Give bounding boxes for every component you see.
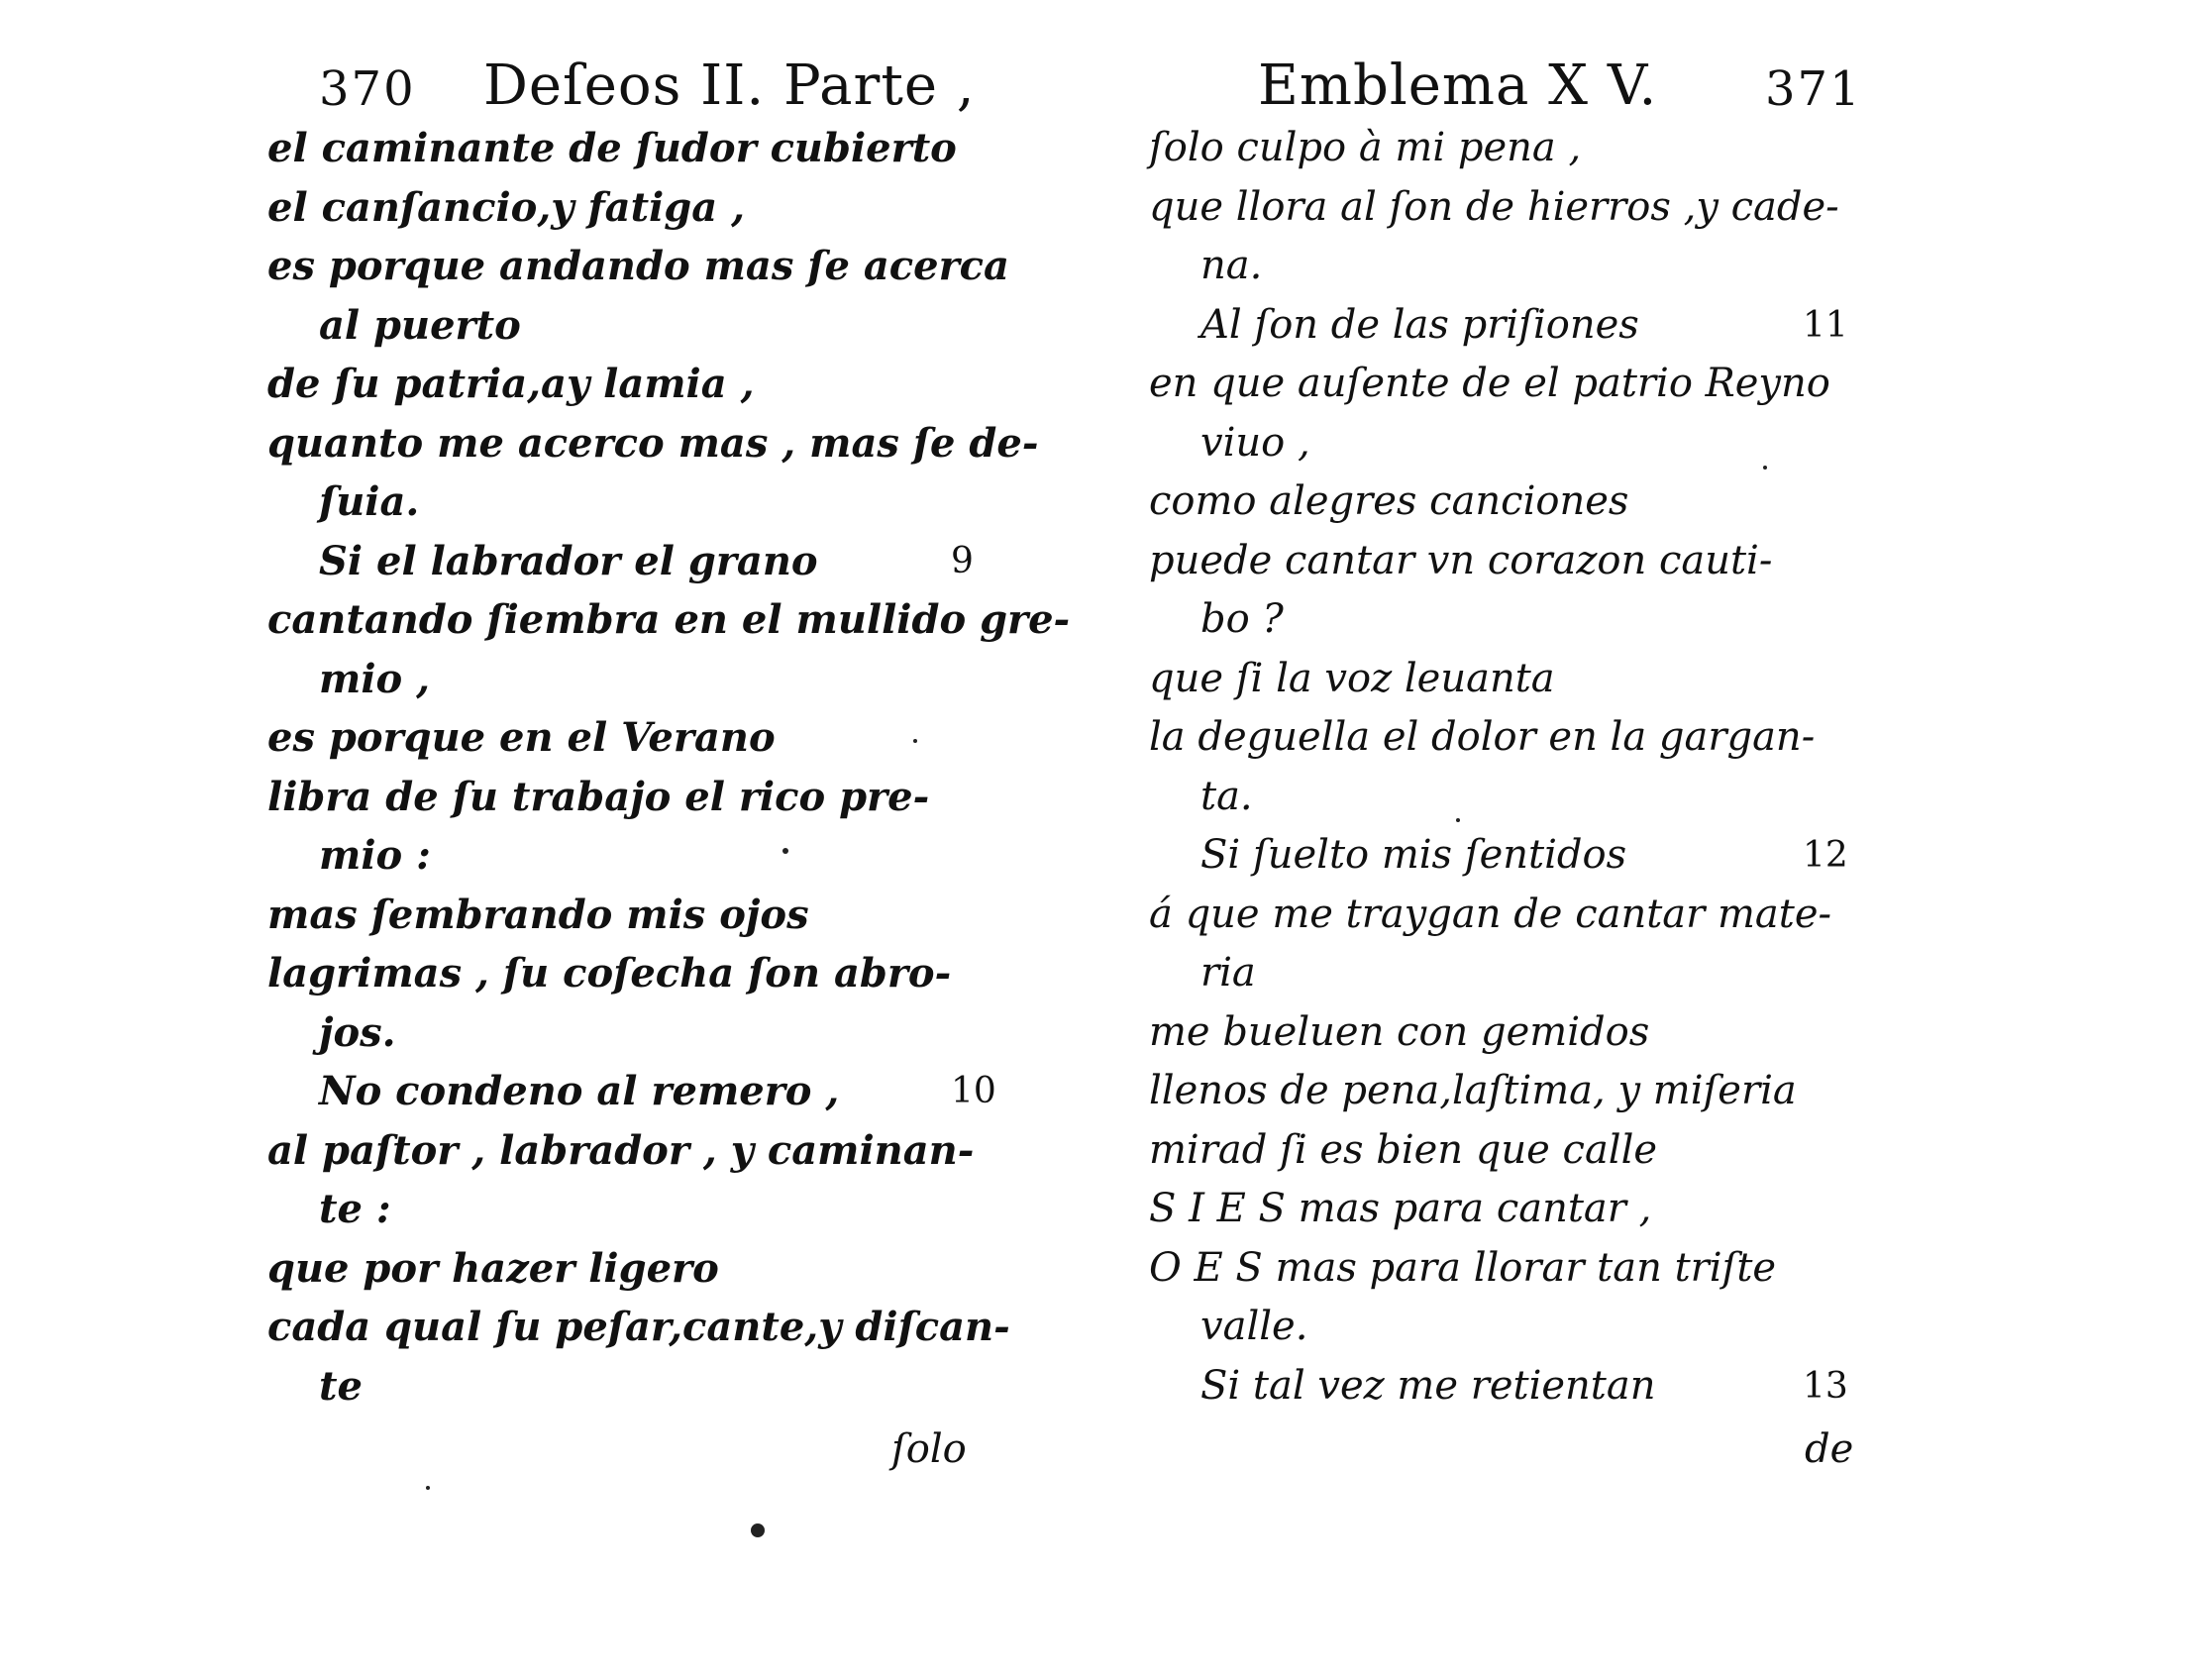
verse-line xyxy=(1149,1180,1902,1239)
verse-line-text: ſolo culpo à mi pena , xyxy=(1149,125,1582,170)
verse-line xyxy=(1149,1121,1902,1181)
left-page xyxy=(267,40,1071,1472)
left-page-header xyxy=(267,40,1040,119)
verse-line-text: ſuia. xyxy=(319,478,420,525)
verse-line-text: quanto me acerco mas , mas ſe de- xyxy=(267,419,1039,467)
right-page-header xyxy=(1149,40,1902,119)
verse-line xyxy=(267,1239,1040,1299)
verse-line-text: Si ſuelto mis ſentidos xyxy=(1200,832,1627,878)
verse-line-text: es porque en el Verano xyxy=(267,714,776,761)
verse-line xyxy=(267,1062,1040,1121)
verse-line-text: el canſancio,y fatiga , xyxy=(267,183,745,231)
verse-line-text: que llora al ſon de hierros ,y cade- xyxy=(1149,183,1839,230)
verse-line xyxy=(1149,472,1902,532)
verse-line-text: llenos de pena,laſtima, y miſeria xyxy=(1149,1068,1797,1113)
stanza-number: 10 xyxy=(951,1071,996,1111)
verse-line-text: na. xyxy=(1200,243,1263,288)
verse-line-text: mio : xyxy=(319,832,431,879)
verse-line-text: ta. xyxy=(1200,773,1253,819)
verse-line xyxy=(1149,768,1902,827)
verse-line xyxy=(267,1180,1040,1239)
verse-line xyxy=(267,886,1040,945)
verse-line-text: lagrimas , ſu coſecha ſon abro- xyxy=(267,950,952,997)
verse-line xyxy=(1149,708,1902,768)
verse-line xyxy=(267,1357,1040,1417)
verse-line xyxy=(267,355,1040,414)
verse-line xyxy=(1149,1239,1902,1299)
verse-line xyxy=(267,296,1040,356)
verse-line xyxy=(1149,1062,1902,1121)
verse-line xyxy=(267,708,1040,768)
verse-line xyxy=(1149,1003,1902,1063)
verse-line-text: jos. xyxy=(319,1008,396,1056)
verse-line-text: es porque andando mas ſe acerca xyxy=(267,243,1009,289)
verse-line xyxy=(1149,296,1902,356)
verse-line-text: S I E S mas para cantar , xyxy=(1149,1186,1652,1231)
verse-line-text: valle. xyxy=(1200,1304,1308,1349)
print-speck xyxy=(1763,466,1767,470)
left-page-number: 370 xyxy=(319,61,416,117)
verse-line xyxy=(1149,237,1902,296)
right-page xyxy=(1149,40,1902,1472)
right-catchword: de xyxy=(1805,1426,1854,1472)
print-speck xyxy=(782,848,788,854)
verse-line xyxy=(267,768,1040,827)
verse-line xyxy=(267,237,1040,296)
verse-line xyxy=(267,178,1040,238)
verse-line xyxy=(1149,414,1902,473)
verse-line xyxy=(1149,178,1902,238)
verse-line-text: O E S mas para llorar tan triſte xyxy=(1149,1244,1777,1291)
stanza-number: 11 xyxy=(1803,304,1848,346)
verse-line xyxy=(267,1121,1040,1181)
right-running-title: Emblema X V. xyxy=(1258,53,1658,118)
verse-line-text: bo ? xyxy=(1200,596,1284,642)
verse-line-text: que ſi la voz leuanta xyxy=(1149,655,1555,701)
verse-line-text: libra de ſu trabajo el rico pre- xyxy=(267,773,930,820)
verse-line xyxy=(267,590,1071,650)
verse-line-text: de ſu patria,ay lamia , xyxy=(267,361,755,407)
verse-line-text: cada qual ſu peſar,cante,y diſcan- xyxy=(267,1304,1010,1350)
verse-line xyxy=(1149,1298,1902,1357)
verse-line-text: como alegres canciones xyxy=(1149,478,1629,524)
left-verse-text xyxy=(267,119,1071,1416)
verse-line xyxy=(267,1298,1040,1357)
verse-line-text: No condeno al remero , xyxy=(319,1068,840,1114)
verse-line-text: te xyxy=(319,1362,363,1410)
print-speck xyxy=(751,1523,765,1537)
verse-line xyxy=(267,414,1040,473)
verse-line-text: Si tal vez me retientan xyxy=(1200,1362,1656,1409)
verse-line-text: que por hazer ligero xyxy=(267,1244,719,1292)
verse-line xyxy=(267,119,1040,178)
verse-line-text: viuo , xyxy=(1200,419,1310,466)
verse-line xyxy=(267,826,1040,886)
verse-line xyxy=(1149,1357,1902,1417)
stanza-number: 13 xyxy=(1803,1365,1848,1407)
verse-line xyxy=(267,944,1040,1003)
verse-line-text: te : xyxy=(319,1186,391,1232)
verse-line xyxy=(267,472,1040,532)
verse-line-text: en que auſente de el patrio Reyno xyxy=(1149,361,1830,406)
verse-line xyxy=(1149,886,1902,945)
verse-line xyxy=(1149,944,1902,1003)
stanza-number: 9 xyxy=(951,540,974,581)
verse-line-text: mio , xyxy=(319,655,431,702)
right-verse-text xyxy=(1149,119,1902,1416)
verse-line-text: el caminante de ſudor cubierto xyxy=(267,125,957,171)
verse-line xyxy=(1149,650,1902,709)
verse-line-text: la deguella el dolor en la gargan- xyxy=(1149,714,1816,760)
verse-line xyxy=(1149,119,1902,178)
verse-line xyxy=(267,1003,1040,1063)
verse-line-text: al puerto xyxy=(319,301,521,349)
verse-line-text: me bueluen con gemidos xyxy=(1149,1008,1650,1055)
verse-line-text: al paſtor , labrador , y caminan- xyxy=(267,1126,975,1174)
verse-line-text: Al ſon de las priſiones xyxy=(1200,301,1639,348)
verse-line-text: Si el labrador el grano xyxy=(319,537,818,584)
left-running-title: Deſeos II. Parte , xyxy=(483,53,976,118)
verse-line xyxy=(1149,355,1902,414)
right-page-number: 371 xyxy=(1765,61,1862,117)
verse-line xyxy=(1149,532,1902,591)
verse-line-text: puede cantar vn corazon cauti- xyxy=(1149,537,1773,583)
stanza-number: 12 xyxy=(1803,835,1848,876)
verse-line-text: ria xyxy=(1200,950,1256,996)
print-speck xyxy=(1456,818,1460,822)
verse-line-text: mas ſembrando mis ojos xyxy=(267,891,809,938)
verse-line xyxy=(1149,826,1902,886)
print-speck xyxy=(426,1486,430,1490)
verse-line-text: cantando ſiembra en el mullido gre- xyxy=(267,596,1071,643)
print-speck xyxy=(913,739,917,743)
verse-line xyxy=(1149,590,1902,650)
verse-line xyxy=(267,532,1040,591)
verse-line-text: á que me traygan de cantar mate- xyxy=(1149,891,1832,937)
left-catchword: ſolo xyxy=(891,1426,967,1472)
verse-line-text: mirad ſi es bien que calle xyxy=(1149,1126,1658,1173)
verse-line xyxy=(267,650,1040,709)
